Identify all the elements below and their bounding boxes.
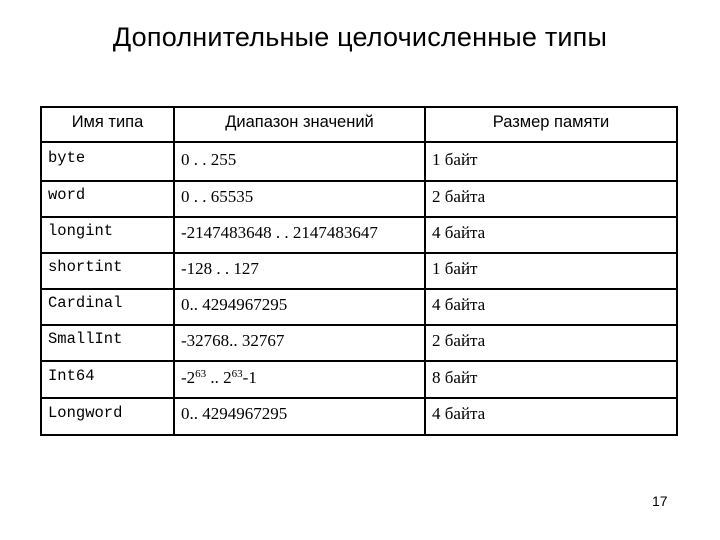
type-name-cell: Longword [48, 404, 123, 422]
type-name-cell: shortint [48, 258, 123, 276]
slide-title: Дополнительные целочисленные типы [112, 22, 608, 52]
type-name-cell: Cardinal [48, 294, 123, 312]
column-divider [173, 106, 175, 436]
range-cell: -32768.. 32767 [181, 331, 285, 350]
range-cell: $-2^{63}$ .. $2^{63}-1$ [181, 368, 257, 387]
size-cell: 4 байта [432, 223, 486, 242]
type-name-cell: SmallInt [48, 330, 123, 348]
size-cell: 2 байта [432, 331, 486, 350]
type-name-cell: Int64 [48, 367, 95, 385]
row-divider [40, 252, 678, 254]
size-cell: 2 байта [432, 187, 486, 206]
type-name-cell: word [48, 186, 86, 204]
range-cell: 0.. 4294967295 [181, 404, 288, 423]
row-divider [40, 397, 678, 399]
header-memory-size: Размер памяти [492, 113, 610, 131]
range-cell: -128 . . 127 [181, 259, 259, 278]
table-frame [40, 106, 678, 436]
size-cell: 4 байта [432, 295, 486, 314]
header-value-range: Диапазон значений [225, 113, 374, 131]
size-cell: 1 байт [432, 150, 478, 169]
size-cell: 4 байта [432, 404, 486, 423]
row-divider [40, 141, 678, 143]
page-number: 17 [652, 493, 668, 509]
row-divider [40, 324, 678, 326]
size-cell: 1 байт [432, 259, 478, 278]
type-name-cell: longint [48, 222, 114, 240]
header-type-name: Имя типа [71, 113, 144, 131]
range-cell: 0 . . 255 [181, 150, 237, 169]
range-cell: 0 . . 65535 [181, 187, 254, 206]
column-divider [424, 106, 426, 436]
range-cell: -2147483648 . . 2147483647 [181, 223, 378, 242]
row-divider [40, 360, 678, 362]
range-cell: 0.. 4294967295 [181, 295, 288, 314]
row-divider [40, 288, 678, 290]
type-name-cell: byte [48, 149, 86, 167]
row-divider [40, 180, 678, 182]
size-cell: 8 байт [432, 368, 478, 387]
row-divider [40, 216, 678, 218]
